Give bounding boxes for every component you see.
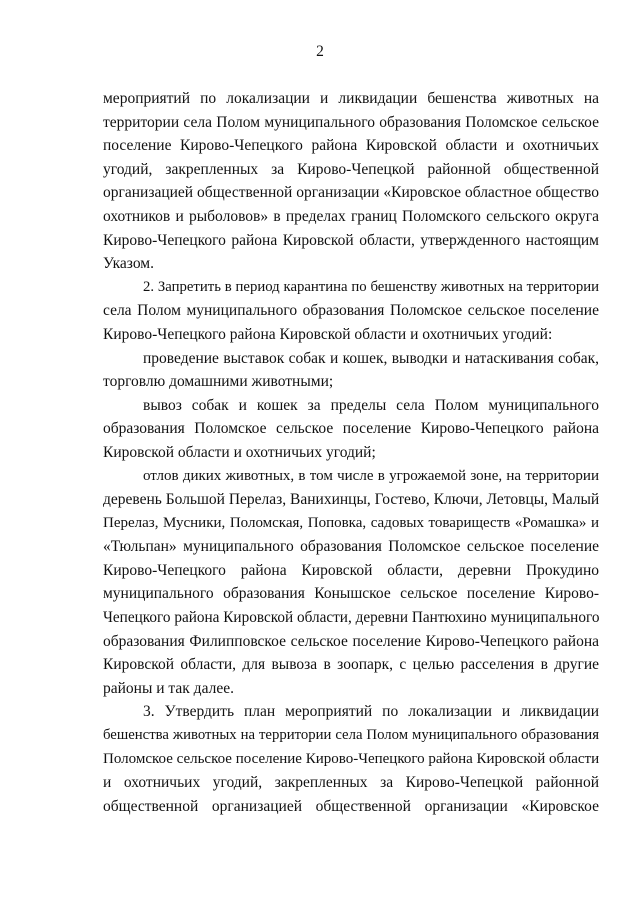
text-line: Перелаз, Мусники, Поломская, Поповка, садовых товариществ «Ромашка» и (103, 514, 599, 531)
text-line: мероприятий по локализации и ликвидации бешенства животных на (103, 90, 599, 107)
text-line: и охотничьих угодий, закрепленных за Кирово-Чепецкой районной (103, 774, 599, 792)
paragraph-item-2 (103, 276, 599, 347)
text-line: муниципального образования Конышское сельское поселение Кирово- (103, 585, 599, 603)
text-line: Чепецкого района Кировской области, деревни Пантюхино муниципального (103, 609, 600, 627)
text-line: охотников и рыболовов» в пределах границ Поломского сельского округа (103, 207, 599, 225)
text-line: вывоз собак и кошек за пределы села Полом муниципального (143, 396, 599, 414)
text-line: Кировской области, для вывоза в зоопарк, с целью расселения в другие (103, 656, 599, 674)
paragraph-export (103, 394, 599, 465)
text-line: «Тюльпан» муниципального образования Поломское сельское поселение (103, 538, 599, 556)
text-line: Кировской области и охотничьих угодий; (103, 443, 376, 461)
text-line: общественной организацией общественной организации «Кировское (103, 797, 599, 815)
text-line: села Полом муниципального образования Поломское сельское поселение (103, 302, 599, 320)
text-line: Указом. (103, 255, 154, 273)
text-line: бешенства животных на территории села Полом муниципального образования (103, 727, 599, 744)
text-line: Поломское сельское поселение Кирово-Чепецкого района Кировской области (103, 750, 600, 767)
text-line: 2. Запретить в период карантина по бешенству животных на территории (143, 278, 599, 295)
text-line: районы и так далее. (103, 679, 234, 697)
page-number: 2 (316, 43, 324, 60)
paragraph-exhibitions (103, 347, 599, 394)
document-body (103, 87, 599, 818)
text-line: организацией общественной организации «Кировское областное общество (103, 184, 599, 202)
text-line: угодий, закрепленных за Кирово-Чепецкой районной общественной (103, 160, 599, 178)
paragraph-item-3 (103, 700, 599, 818)
paragraph-continuation (103, 87, 599, 276)
text-line: Кирово-Чепецкого района Кировской области и охотничьих угодий: (103, 325, 553, 343)
text-line: отлов диких животных, в том числе в угрожаемой зоне, на территории (143, 467, 599, 484)
text-line: 3. Утвердить план мероприятий по локализации и ликвидации (143, 703, 599, 721)
text-line: торговлю домашними животными; (103, 373, 334, 391)
text-line: поселение Кирово-Чепецкого района Кировской области и охотничьих (103, 137, 599, 155)
text-line: проведение выставок собак и кошек, выводки и натаскивания собак, (143, 349, 599, 367)
text-line: образования Филипповское сельское поселение Кирово-Чепецкого района (103, 632, 599, 650)
text-line: деревень Большой Перелаз, Ванихинцы, Гостево, Ключи, Летовцы, Малый (103, 491, 600, 509)
text-line: Кирово-Чепецкого района Кировской области, утвержденного настоящим (103, 231, 599, 249)
paragraph-wild-animals (103, 465, 599, 701)
text-line: территории села Полом муниципального образования Поломское сельское (103, 113, 599, 131)
text-line: образования Поломское сельское поселение Кирово-Чепецкого района (103, 420, 599, 438)
text-line: Кирово-Чепецкого района Кировской области, деревни Прокудино (103, 561, 599, 579)
